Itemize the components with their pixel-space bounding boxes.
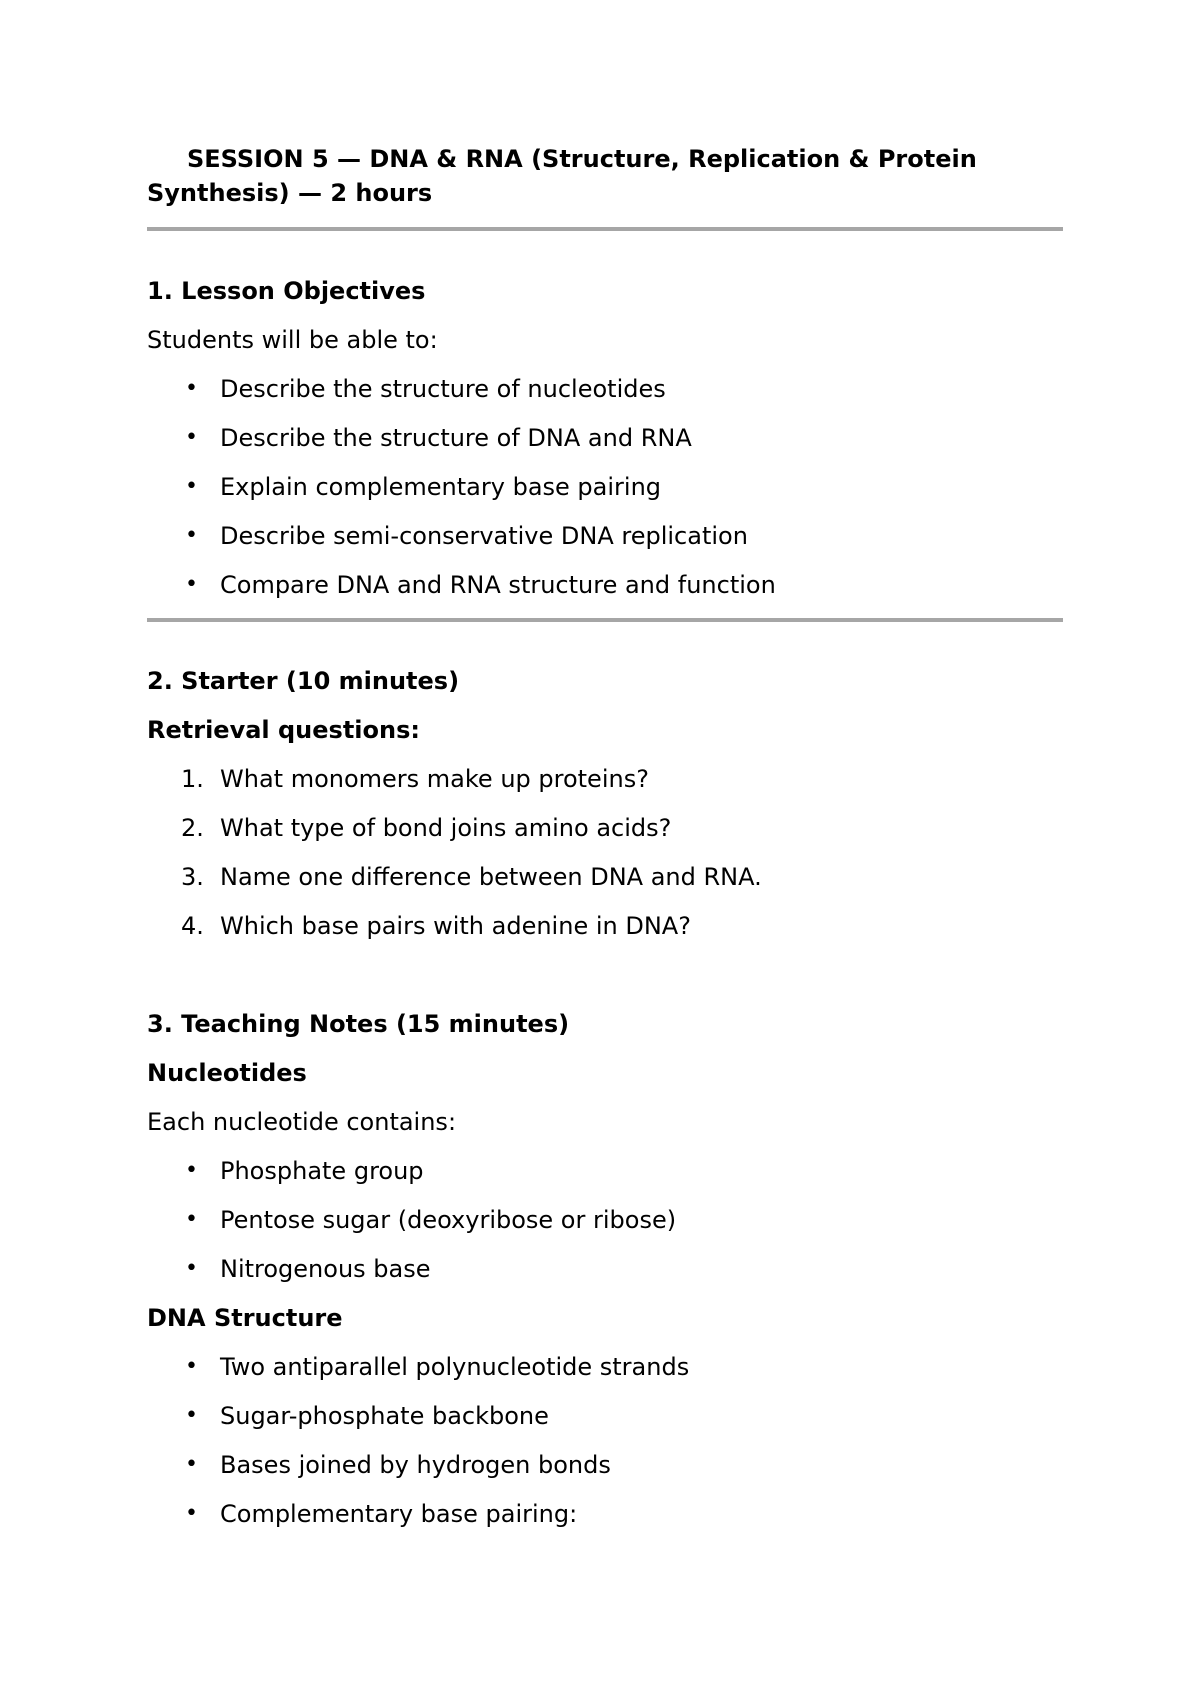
item-text: Which base pairs with adenine in DNA? bbox=[220, 912, 691, 940]
horizontal-rule bbox=[147, 618, 1063, 622]
item-text: What type of bond joins amino acids? bbox=[220, 814, 672, 842]
bullet-icon: • bbox=[185, 572, 198, 597]
list-item-text: Nitrogenous base bbox=[220, 1255, 431, 1283]
session-title: SESSION 5 — DNA & RNA (Structure, Replication & Protein Synthesis) — 2 hours bbox=[147, 145, 977, 207]
bullet-icon: • bbox=[185, 425, 198, 450]
horizontal-rule bbox=[147, 227, 1063, 231]
numbered-item bbox=[147, 863, 1063, 912]
bullet-icon: • bbox=[185, 1452, 198, 1477]
bullet-icon: • bbox=[185, 1403, 198, 1428]
bullet-icon: • bbox=[185, 1256, 198, 1281]
list-item bbox=[147, 1353, 1063, 1402]
list-item bbox=[147, 1500, 1063, 1549]
bullet-icon: • bbox=[185, 474, 198, 499]
section-lesson-objectives bbox=[147, 277, 1063, 620]
section-starter bbox=[147, 667, 1063, 961]
list-item-text: Complementary base pairing: bbox=[220, 1500, 578, 1528]
bullet-icon: • bbox=[185, 523, 198, 548]
section-heading: 3. Teaching Notes (15 minutes) bbox=[147, 1010, 570, 1038]
list-item bbox=[147, 1255, 1063, 1304]
list-item-text: Compare DNA and RNA structure and function bbox=[220, 571, 776, 599]
bullet-icon: • bbox=[185, 1501, 198, 1526]
list-item-text: Two antiparallel polynucleotide strands bbox=[220, 1353, 690, 1381]
list-item-text: Describe the structure of nucleotides bbox=[220, 375, 666, 403]
subheading-nucleotides: Nucleotides bbox=[147, 1059, 307, 1087]
subheading: Retrieval questions: bbox=[147, 716, 420, 744]
list-item bbox=[147, 375, 1063, 424]
list-item bbox=[147, 522, 1063, 571]
section-heading: 2. Starter (10 minutes) bbox=[147, 667, 460, 695]
item-text: What monomers make up proteins? bbox=[220, 765, 649, 793]
list-item-text: Describe the structure of DNA and RNA bbox=[220, 424, 692, 452]
list-item bbox=[147, 571, 1063, 620]
numbered-item bbox=[147, 814, 1063, 863]
bullet-icon: • bbox=[185, 1207, 198, 1232]
item-text: Name one difference between DNA and RNA. bbox=[220, 863, 762, 891]
bullet-icon: • bbox=[185, 1354, 198, 1379]
list-item bbox=[147, 1402, 1063, 1451]
list-item-text: Explain complementary base pairing bbox=[220, 473, 662, 501]
list-item-text: Phosphate group bbox=[220, 1157, 424, 1185]
list-item-text: Bases joined by hydrogen bonds bbox=[220, 1451, 611, 1479]
section-heading: 1. Lesson Objectives bbox=[147, 277, 426, 305]
list-item bbox=[147, 1451, 1063, 1500]
list-item bbox=[147, 424, 1063, 473]
intro-text: Students will be able to: bbox=[147, 326, 438, 354]
bullet-icon: • bbox=[185, 376, 198, 401]
bullet-icon: • bbox=[185, 1158, 198, 1183]
numbered-item bbox=[147, 912, 1063, 961]
list-item-text: Sugar-phosphate backbone bbox=[220, 1402, 549, 1430]
item-number: 2. bbox=[181, 814, 204, 842]
item-number: 4. bbox=[181, 912, 204, 940]
item-number: 1. bbox=[181, 765, 204, 793]
item-number: 3. bbox=[181, 863, 204, 891]
list-item-text: Pentose sugar (deoxyribose or ribose) bbox=[220, 1206, 677, 1234]
numbered-item bbox=[147, 765, 1063, 814]
subheading-dna-structure: DNA Structure bbox=[147, 1304, 343, 1332]
list-item-text: Describe semi-conservative DNA replication bbox=[220, 522, 748, 550]
intro-text: Each nucleotide contains: bbox=[147, 1108, 457, 1136]
list-item bbox=[147, 1157, 1063, 1206]
section-teaching-notes bbox=[147, 1010, 1063, 1549]
list-item bbox=[147, 1206, 1063, 1255]
list-item bbox=[147, 473, 1063, 522]
